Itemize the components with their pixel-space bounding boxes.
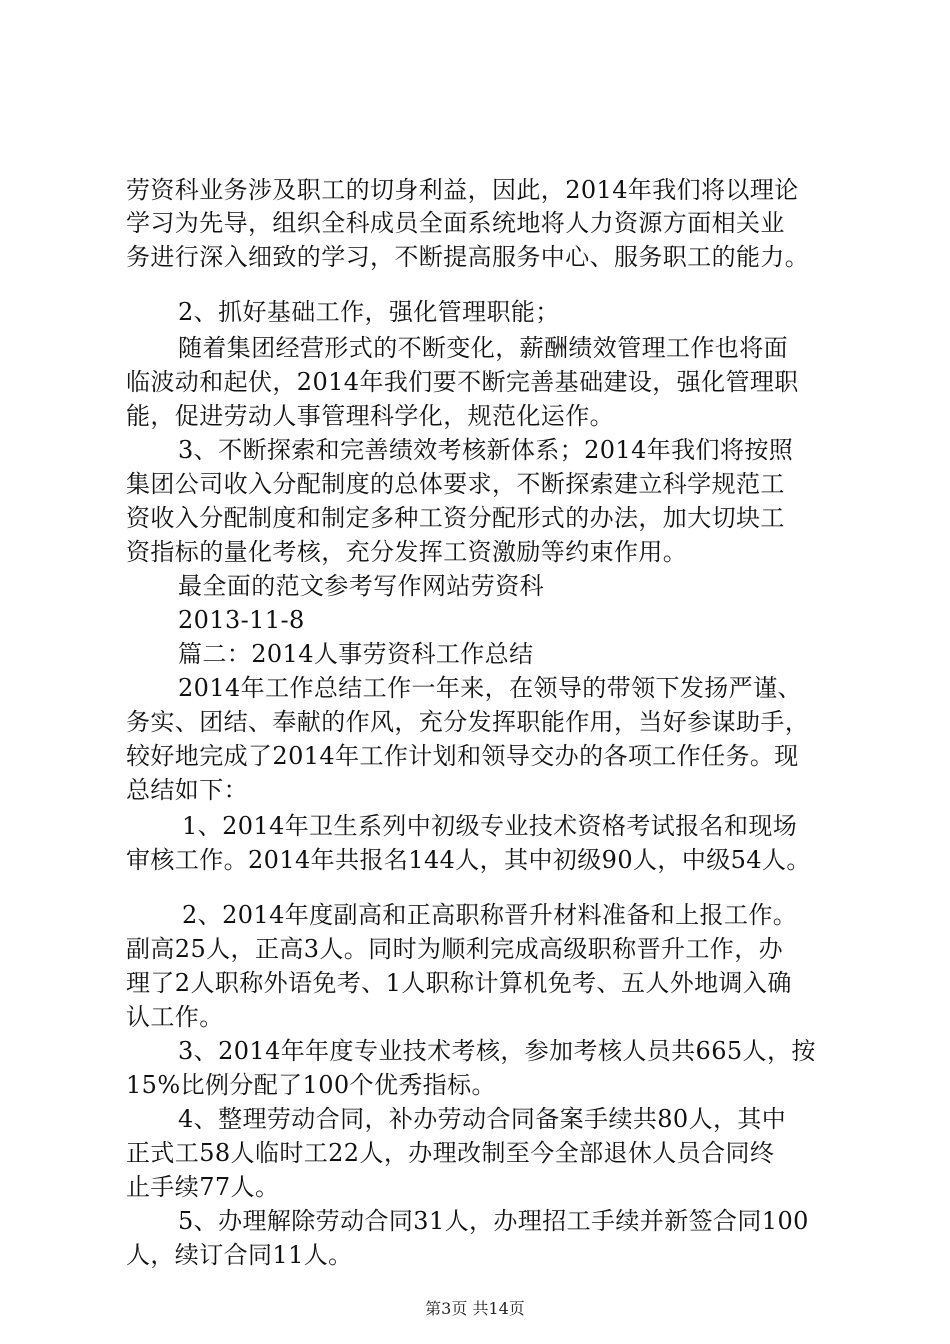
text-line: 随着集团经营形式的不断变化，薪酬绩效管理工作也将面 [178, 334, 788, 362]
text-line: 4、整理劳动合同，补办劳动合同备案手续共80人，其中 [178, 1105, 787, 1133]
text-line: 总结如下： [126, 776, 248, 804]
text-line: 理了2人职称外语免考、1人职称计算机免考、五人外地调入确 [126, 969, 792, 997]
text-line: 2、2014年度副高和正高职称晋升材料准备和上报工作。 [182, 901, 798, 929]
text-line: 15%比例分配了100个优秀指标。 [126, 1071, 496, 1099]
text-line: 1、2014年卫生系列中初级专业技术资格考试报名和现场 [182, 812, 798, 840]
text-line: 务进行深入细致的学习，不断提高服务中心、服务职工的能力。 [126, 243, 810, 271]
text-line: 务实、团结、奉献的作风，充分发挥职能作用，当好参谋助手， [126, 708, 810, 736]
text-line: 临波动和起伏，2014年我们要不断完善基础建设，强化管理职 [126, 368, 799, 396]
text-line: 资收入分配制度和制定多种工资分配形式的办法，加大切块工 [126, 504, 785, 532]
text-line: 3、2014年年度专业技术考核，参加考核人员共665人，按 [178, 1037, 816, 1065]
date-line: 2013-11-8 [178, 606, 305, 634]
text-line: 学习为先导，组织全科成员全面系统地将人力资源方面相关业 [126, 209, 785, 237]
section-title: 篇二：2014人事劳资科工作总结 [178, 640, 534, 668]
text-line: 审核工作。2014年共报名144人，其中初级90人，中级54人。 [126, 846, 811, 874]
text-line: 最全面的范文参考写作网站劳资科 [178, 572, 544, 600]
page-footer: 第3页 共14页 [425, 1299, 525, 1318]
text-line: 副高25人，正高3人。同时为顺利完成高级职称晋升工作，办 [126, 935, 784, 963]
text-line: 人，续订合同11人。 [126, 1241, 353, 1269]
text-line: 止手续77人。 [126, 1173, 280, 1201]
text-line: 劳资科业务涉及职工的切身利益，因此，2014年我们将以理论 [126, 176, 799, 204]
text-line: 认工作。 [126, 1003, 224, 1031]
text-line: 正式工58人临时工22人，办理改制至今全部退休人员合同终 [126, 1139, 775, 1167]
text-line: 集团公司收入分配制度的总体要求，不断探索建立科学规范工 [126, 470, 785, 498]
text-line: 3、不断探索和完善绩效考核新体系；2014年我们将按照 [178, 436, 794, 464]
text-line: 5、办理解除劳动合同31人，办理招工手续并新签合同100 [178, 1207, 809, 1235]
text-line: 较好地完成了2014年工作计划和领导交办的各项工作任务。现 [126, 742, 799, 770]
text-line: 资指标的量化考核，充分发挥工资激励等约束作用。 [126, 538, 688, 566]
section-heading: 2、抓好基础工作，强化管理职能； [178, 298, 560, 326]
text-line: 2014年工作总结工作一年来，在领导的带领下发扬严谨、 [178, 674, 802, 702]
text-line: 能，促进劳动人事管理科学化，规范化运作。 [126, 402, 614, 430]
